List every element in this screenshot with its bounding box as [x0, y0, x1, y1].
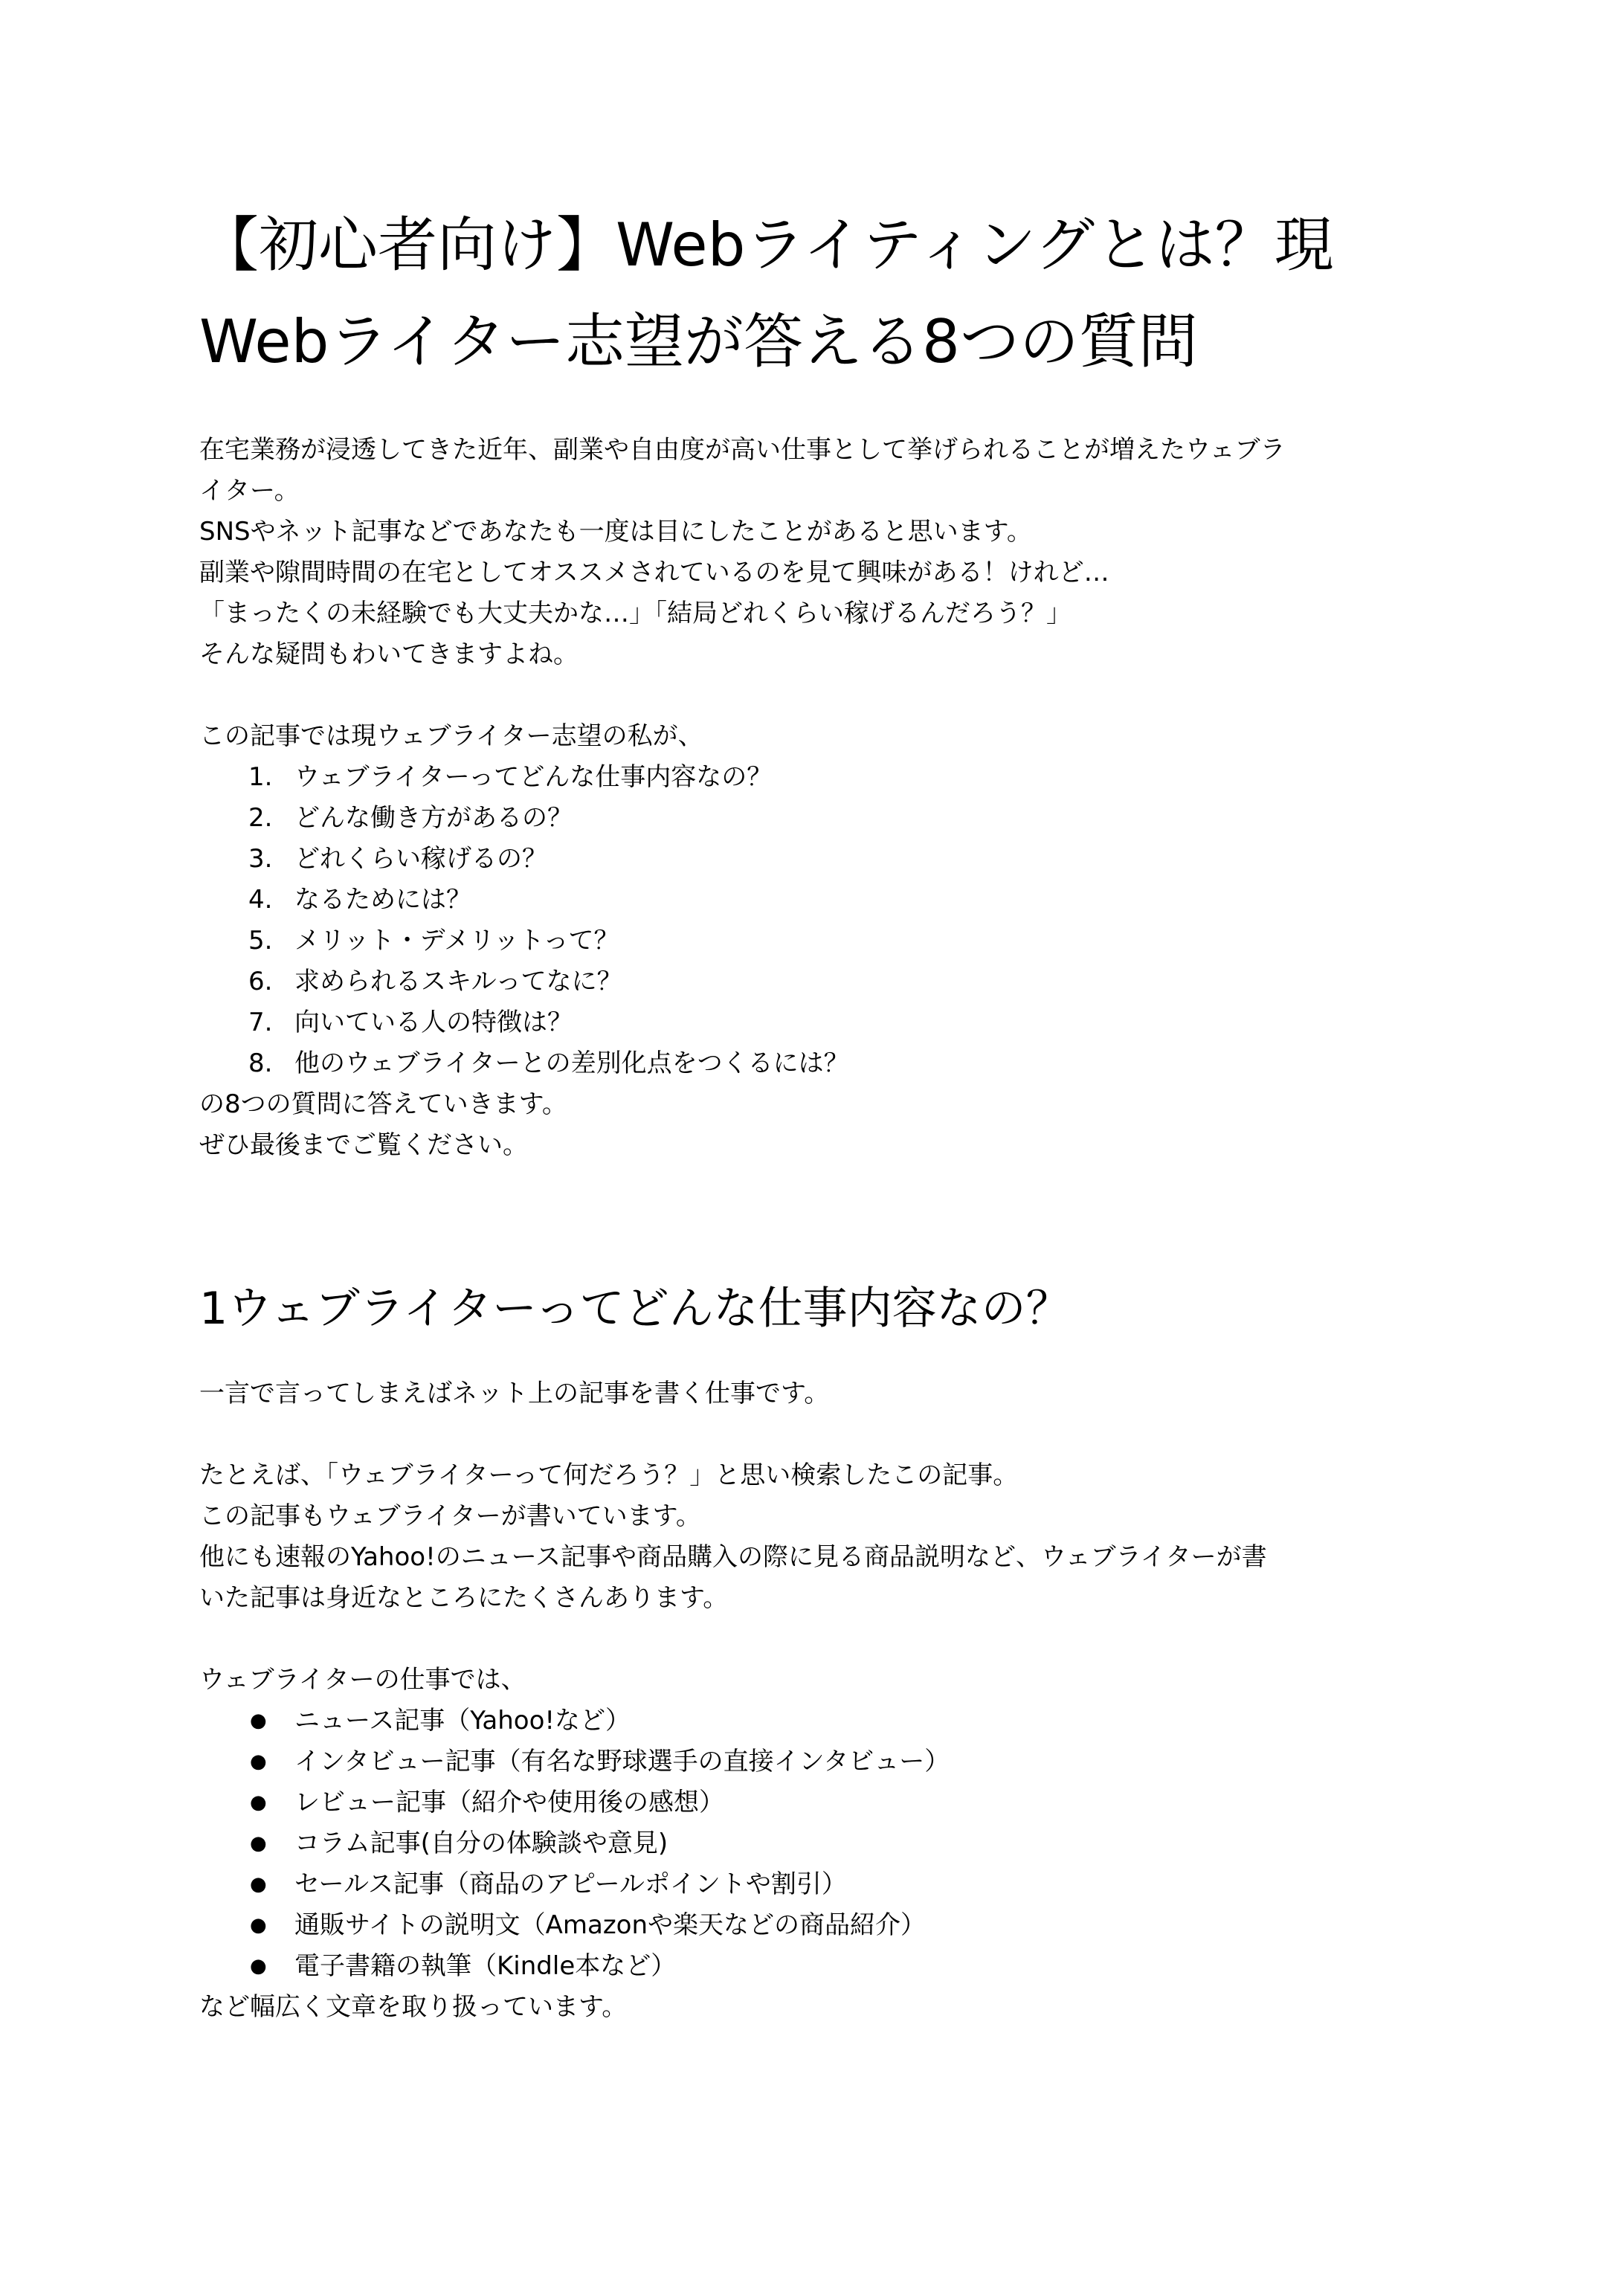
blank-line — [199, 1619, 1449, 1660]
intro-line: イター。 — [199, 476, 300, 506]
list-item-text: なるためには？ — [294, 885, 471, 915]
list-item — [199, 1823, 1449, 1864]
title-line-2: Webライター志望が答える8つの質問 — [199, 307, 1198, 376]
bullet-icon: ● — [250, 1791, 267, 1814]
intro-closing: の8つの質問に答えていきます。 — [199, 1089, 567, 1119]
intro-lead: この記事では現ウェブライター志望の私が、 — [199, 721, 703, 751]
bullet-icon: ● — [250, 1750, 267, 1773]
list-item-text: ニュース記事（Yahoo!など） — [294, 1706, 631, 1736]
intro-line: 副業や隙間時間の在宅としてオススメされているのを見て興味がある！けれど… — [199, 558, 1109, 587]
section-closing: など幅広く文章を取り扱っています。 — [199, 1992, 628, 2022]
section-lead: ウェブライターの仕事では、 — [199, 1665, 526, 1695]
list-item — [199, 1002, 1449, 1043]
list-item — [199, 1782, 1449, 1823]
question-list — [199, 757, 1449, 1084]
paragraph-line: 他にも速報のYahoo!のニュース記事や商品購入の際に見る商品説明など、ウェブライターが書 — [199, 1542, 1267, 1572]
bullet-icon: ● — [250, 1832, 267, 1855]
intro-line: 在宅業務が浸透してきた近年、副業や自由度が高い仕事として挙げられることが増えたウェブラ — [199, 435, 1286, 465]
blank-line — [199, 1414, 1449, 1455]
list-item — [199, 1043, 1449, 1084]
document-title — [199, 197, 1449, 390]
intro-section — [199, 430, 1449, 1166]
section1-body — [199, 1373, 1449, 2028]
paragraph-line: たとえば、「ウェブライターって何だろう？」と思い検索したこの記事。 — [199, 1460, 1019, 1490]
list-number: 1. — [248, 762, 273, 792]
list-item — [199, 1742, 1449, 1782]
blank-line — [199, 675, 1449, 716]
list-item-text: ウェブライターってどんな仕事内容なの？ — [294, 762, 773, 792]
list-item — [199, 880, 1449, 921]
list-number: 2. — [248, 803, 273, 833]
list-item-text: セールス記事（商品のアピールポイントや割引） — [294, 1869, 847, 1899]
list-item-text: コラム記事(自分の体験談や意見) — [294, 1829, 668, 1858]
work-type-list — [199, 1701, 1449, 1987]
list-item — [199, 798, 1449, 839]
bullet-icon: ● — [250, 1955, 267, 1977]
intro-line: SNSやネット記事などであなたも一度は目にしたことがあると思います。 — [199, 517, 1032, 547]
list-item-text: 電子書籍の執筆（Kindle本など） — [294, 1951, 677, 1981]
list-item-text: 求められるスキルってなに？ — [294, 967, 622, 996]
list-number: 3. — [248, 844, 273, 874]
list-item-text: レビュー記事（紹介や使用後の感想） — [294, 1788, 724, 1817]
paragraph-line: いた記事は身近なところにたくさんあります。 — [199, 1583, 729, 1613]
list-number: 5. — [248, 926, 273, 956]
list-item-text: どんな働き方があるの？ — [294, 803, 573, 833]
list-item-text: 通販サイトの説明文（Amazonや楽天などの商品紹介） — [294, 1910, 927, 1940]
intro-closing: ぜひ最後までご覧ください。 — [199, 1130, 528, 1160]
intro-line: そんな疑問もわいてきますよね。 — [199, 639, 579, 669]
list-number: 7. — [248, 1008, 273, 1037]
list-item — [199, 961, 1449, 1002]
list-item — [199, 1864, 1449, 1905]
list-item — [199, 839, 1449, 880]
list-item-text: 向いている人の特徴は？ — [294, 1008, 573, 1037]
list-number: 6. — [248, 967, 273, 996]
list-item — [199, 1701, 1449, 1742]
section-heading: 1ウェブライターってどんな仕事内容なの？ — [199, 1283, 1071, 1335]
paragraph-line: この記事もウェブライターが書いています。 — [199, 1501, 701, 1531]
list-item-text: メリット・デメリットって？ — [294, 926, 619, 956]
title-line-1: 【初心者向け】Webライティングとは？現 — [199, 210, 1334, 280]
list-item — [199, 1946, 1449, 1987]
bullet-icon: ● — [250, 1873, 267, 1895]
list-item — [199, 757, 1449, 798]
intro-line: 「まったくの未経験でも大丈夫かな…」「結局どれくらい稼げるんだろう？」 — [199, 599, 1072, 628]
list-item-text: 他のウェブライターとの差別化点をつくるには？ — [294, 1048, 849, 1078]
list-item — [199, 921, 1449, 961]
list-item — [199, 1905, 1449, 1946]
list-number: 8. — [248, 1048, 273, 1078]
paragraph-line: 一言で言ってしまえばネット上の記事を書く仕事です。 — [199, 1379, 830, 1408]
list-item-text: インタビュー記事（有名な野球選手の直接インタビュー） — [294, 1747, 950, 1776]
list-item-text: どれくらい稼げるの？ — [294, 844, 547, 874]
bullet-icon: ● — [250, 1914, 267, 1936]
bullet-icon: ● — [250, 1710, 267, 1732]
list-number: 4. — [248, 885, 273, 915]
